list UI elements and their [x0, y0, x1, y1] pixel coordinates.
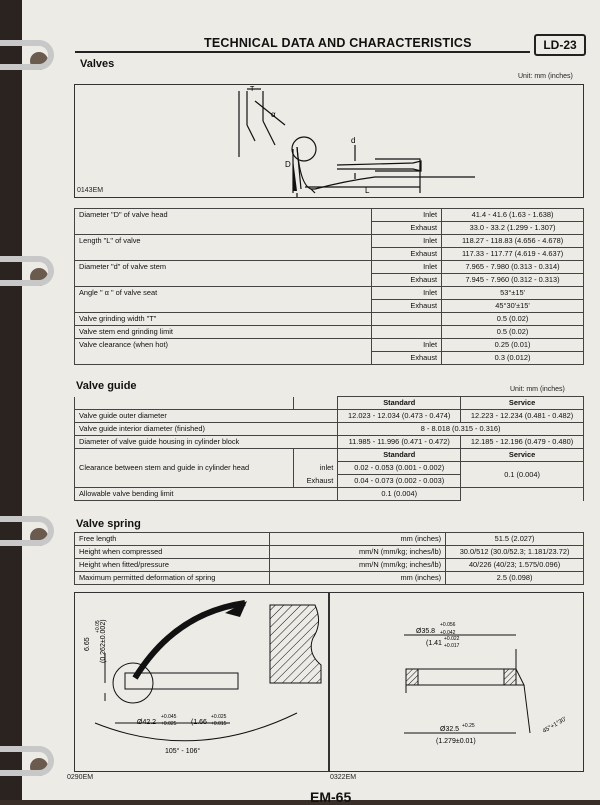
table-row: Exhaust 0.04 - 0.073 (0.002 - 0.003): [75, 475, 584, 488]
binder-ring: [0, 746, 54, 776]
figure-code-valves: 0143EM: [77, 187, 104, 194]
table-row: Valve guide outer diameter 12.023 - 12.034 (0.473 - 0.474) 12.223 - 12.234 (0.481 - 0.482): [75, 410, 584, 423]
valve-diagram-frame: [74, 84, 584, 198]
diagram-label-t: T: [250, 86, 255, 93]
table-row: Angle " α " of valve seat Inlet 53°±15': [75, 287, 584, 300]
svg-text:Ø35.8: Ø35.8: [416, 628, 436, 635]
table-row: Valve grinding width "T" 0.5 (0.02): [75, 313, 584, 326]
svg-text:Ø42.2: Ø42.2: [137, 719, 157, 726]
guide-unit: Unit: mm (inches): [510, 386, 565, 393]
svg-text:(1.279±0.01): (1.279±0.01): [436, 738, 476, 745]
svg-text:+0.05: +0.05: [95, 620, 101, 633]
guide-col-standard-2: Standard: [338, 449, 461, 462]
guide-col-standard: Standard: [338, 397, 461, 410]
table-row: Maximum permitted deformation of spring mm (inches) 2.5 (0.098): [75, 572, 584, 585]
table-row: Clearance between stem and guide in cylinder head inlet 0.02 - 0.053 (0.001 - 0.002) 0.1 (0.004): [75, 462, 584, 475]
svg-text:105° - 106°: 105° - 106°: [165, 748, 201, 755]
svg-text:(1.41: (1.41: [426, 640, 442, 647]
binder-ring: [0, 40, 54, 70]
table-row: Free length mm (inches) 51.5 (2.027): [75, 533, 584, 546]
spring-table: [74, 532, 584, 585]
svg-text:45°+1°30': 45°+1°30': [542, 716, 568, 735]
header-rule: [75, 51, 530, 53]
valves-unit: Unit: mm (inches): [518, 73, 573, 80]
table-row: Exhaust 117.33 - 117.77 (4.619 - 4.637): [75, 248, 584, 261]
diagram-label-d: d: [351, 136, 356, 145]
svg-text:(0.262±0.002): (0.262±0.002): [100, 619, 107, 663]
svg-text:+0.022: +0.022: [444, 636, 460, 642]
svg-text:+0.017: +0.017: [444, 643, 460, 649]
binder-ring: [0, 256, 54, 286]
table-row: Valve clearance (when hot) Inlet 0.25 (0.01): [75, 339, 584, 352]
figure-code-right: 0322EM: [330, 774, 357, 781]
spring-seat-figure: [75, 593, 328, 771]
table-row: Diameter "d" of valve stem Inlet 7.965 - 7.980 (0.313 - 0.314): [75, 261, 584, 274]
guide-col-service-2: Service: [461, 449, 584, 462]
svg-text:+0.042: +0.042: [440, 630, 456, 636]
diagram-label-alpha: α: [271, 110, 276, 119]
svg-text:+0.025: +0.025: [161, 721, 177, 727]
svg-text:+0.015: +0.015: [211, 721, 227, 727]
svg-text:Ø32.5: Ø32.5: [440, 726, 460, 733]
svg-text:(1.66: (1.66: [191, 719, 207, 726]
binder-ring: [0, 516, 54, 546]
guide-table: [74, 396, 584, 501]
seat-insert-figure-frame: [329, 592, 584, 772]
svg-text:6.65: 6.65: [84, 637, 91, 651]
spring-seat-figure-frame: [74, 592, 329, 772]
page-title: TECHNICAL DATA AND CHARACTERISTICS: [204, 36, 472, 50]
table-row: Length "L" of valve Inlet 118.27 - 118.83 (4.656 - 4.678): [75, 235, 584, 248]
table-row: Exhaust 0.3 (0.012): [75, 352, 584, 365]
spring-heading: Valve spring: [76, 518, 141, 530]
table-row: Height when fitted/pressure mm/N (mm/kg; inches/lb) 40/226 (40/23; 1.575/0.096): [75, 559, 584, 572]
svg-text:+0.25: +0.25: [462, 723, 475, 729]
diagram-label-big-d: D: [285, 160, 291, 169]
guide-heading: Valve guide: [76, 380, 137, 392]
table-row: Valve stem end grinding limit 0.5 (0.02): [75, 326, 584, 339]
page-number: EM-65: [310, 789, 352, 805]
table-row: Diameter of valve guide housing in cylinder block 11.985 - 11.996 (0.471 - 0.472) 12.185 - 12.196 (0.479 - 0.480): [75, 436, 584, 449]
figure-code-left: 0290EM: [67, 774, 94, 781]
table-row: Exhaust 33.0 - 33.2 (1.299 - 1.307): [75, 222, 584, 235]
svg-text:+0.056: +0.056: [440, 622, 456, 628]
seat-insert-figure: [330, 593, 583, 771]
valve-diagram: [75, 85, 583, 197]
diagram-label-l: L: [365, 186, 370, 195]
valves-heading: Valves: [80, 58, 115, 70]
table-row: Exhaust 7.945 - 7.960 (0.312 - 0.313): [75, 274, 584, 287]
guide-col-service: Service: [461, 397, 584, 410]
table-row: Allowable valve bending limit 0.1 (0.004): [75, 488, 584, 501]
svg-text:+0.025: +0.025: [211, 714, 227, 720]
table-row: Exhaust 45°30'±15': [75, 300, 584, 313]
section-code: LD-23: [534, 34, 586, 56]
table-row: Diameter "D" of valve head Inlet 41.4 - 41.6 (1.63 - 1.638): [75, 209, 584, 222]
table-row: Valve guide interior diameter (finished) 8 - 8.018 (0.315 - 0.316): [75, 423, 584, 436]
table-row: Height when compressed mm/N (mm/kg; inches/lb) 30.0/512 (30.0/52.3; 1.181/23.72): [75, 546, 584, 559]
svg-text:+0.045: +0.045: [161, 714, 177, 720]
valves-table: [74, 208, 584, 365]
